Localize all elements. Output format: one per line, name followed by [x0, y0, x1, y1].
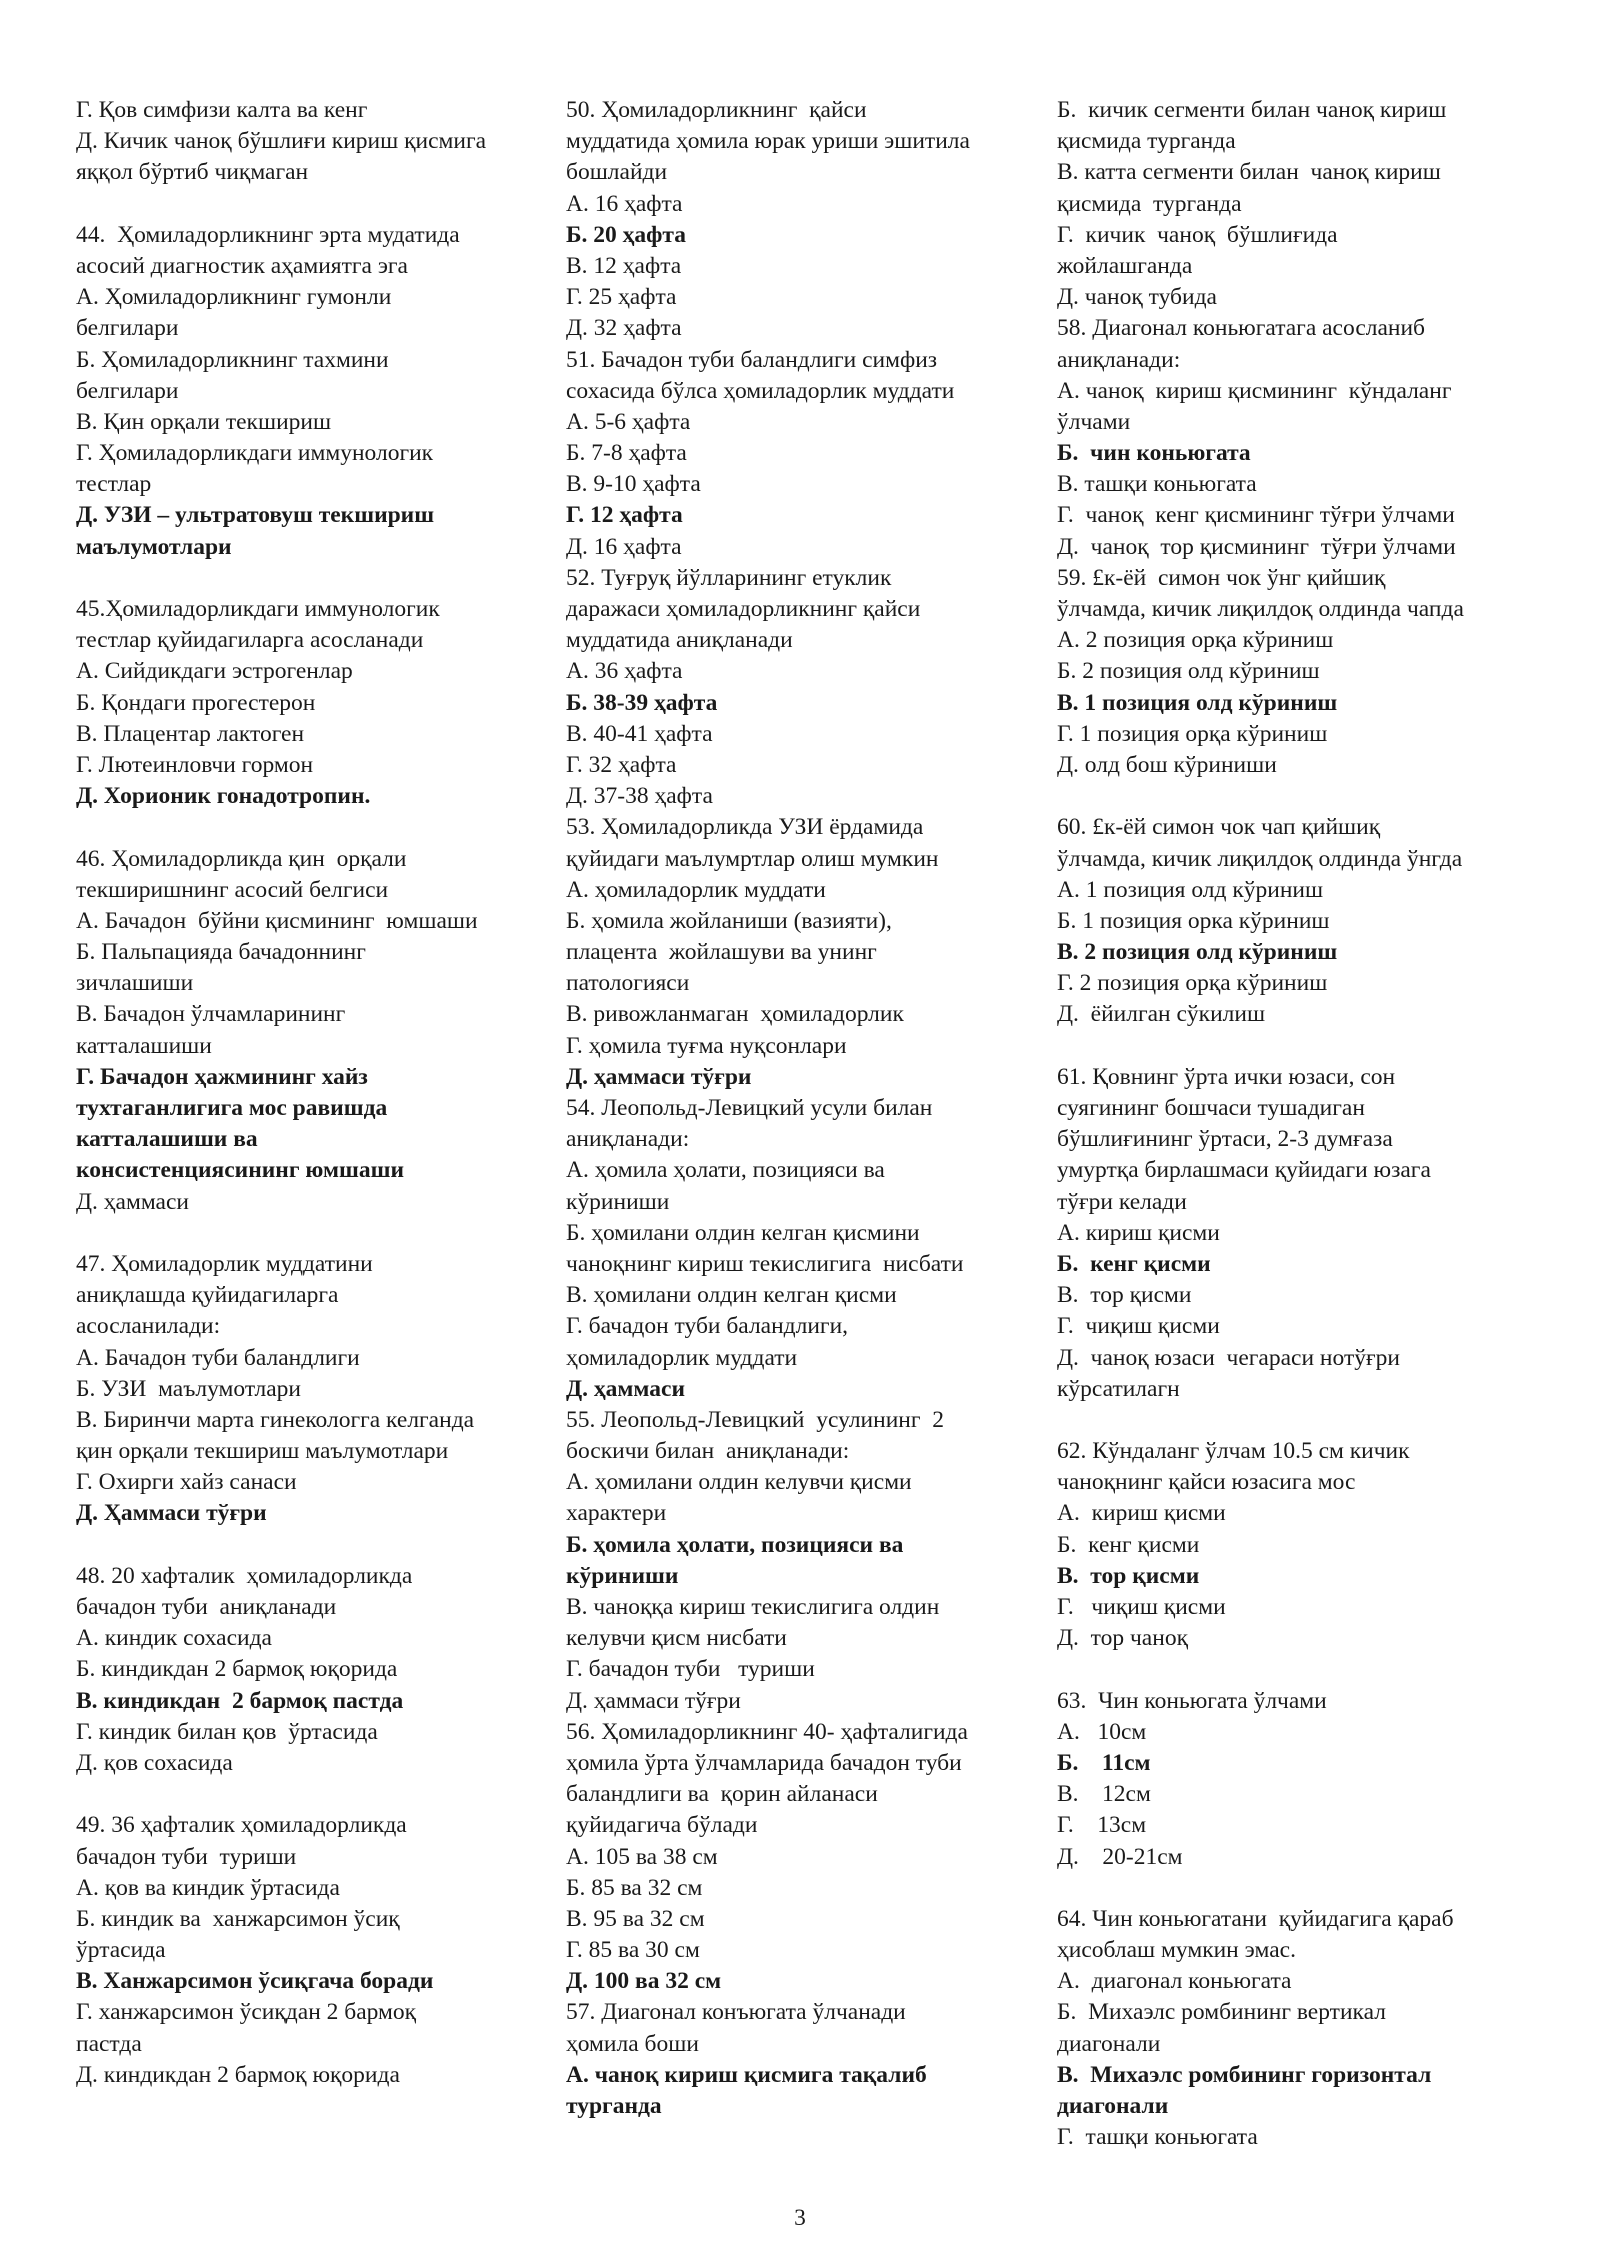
text-line: Д. ҳаммаси: [76, 1188, 189, 1215]
text-line: Б. киндикдан 2 бармоқ юқорида: [76, 1656, 398, 1683]
text-line: А. Бачадон туби баландлиги: [76, 1344, 360, 1371]
text-line: Г. чаноқ кенг қисмининг тўғри ўлчами: [1057, 502, 1455, 529]
text-line: Г. Қов симфизи калта ва кенг: [76, 97, 368, 123]
text-line: Г. 25 ҳафта: [566, 284, 677, 311]
blank-line: [76, 1218, 556, 1249]
text-line: қин орқали текшириш маълумотлари: [76, 1438, 449, 1465]
text-column-middle: [566, 95, 1046, 2122]
text-line: 64. Чин коньюгатани қуйидагига қараб: [1057, 1905, 1454, 1932]
text-line: характери: [566, 1500, 667, 1527]
blank-line: [1057, 1405, 1537, 1436]
text-line: Б. кичик сегменти билан чаноқ кириш: [1057, 97, 1447, 123]
text-line: Д. олд бош кўриниши: [1057, 751, 1277, 778]
text-line: Г. 2 позиция орқа кўриниш: [1057, 970, 1328, 997]
text-line: ўртасида: [76, 1937, 166, 1964]
text-line: ўлчамда, кичик лиқилдоқ олдинда чапда: [1057, 596, 1464, 622]
text-line: В. киндикдан 2 бармоқ пастда: [76, 1687, 404, 1714]
text-line: боскичи билан аниқланади:: [566, 1438, 850, 1465]
text-line: 46. Ҳомиладорликда қин орқали: [76, 845, 407, 872]
text-line: 53. Ҳомиладорликда УЗИ ёрдамида: [566, 814, 924, 841]
text-line: А. ҳомиладорлик муддати: [566, 876, 826, 903]
text-line: Г. ташқи коньюгата: [1057, 2124, 1258, 2151]
text-line: В. 2 позиция олд кўриниш: [1057, 939, 1338, 966]
text-line: Д. 100 ва 32 см: [566, 1968, 722, 1995]
text-line: қисмида турганда: [1057, 190, 1242, 217]
text-line: зичлашиши: [76, 970, 194, 997]
blank-line: [1057, 1654, 1537, 1685]
text-line: қуйидагича бўлади: [566, 1812, 758, 1839]
text-line: Б. УЗИ маълумотлари: [76, 1375, 302, 1402]
text-line: диагонали: [1057, 2030, 1161, 2057]
text-line: Д. ҳаммаси тўғри: [566, 1687, 741, 1714]
text-line: аниқланади:: [566, 1126, 690, 1153]
blank-line: [76, 812, 556, 843]
text-line: В. чаноққа кириш текислигига олдин: [566, 1594, 940, 1620]
text-line: Г. Лютеинловчи гормон: [76, 751, 314, 778]
blank-line: [76, 1530, 556, 1561]
text-line: бачадон туби туриши: [76, 1843, 297, 1870]
text-line: Д. чаноқ тубида: [1057, 284, 1217, 311]
text-line: умуртқа бирлашмаси қуйидаги юзага: [1057, 1157, 1431, 1184]
text-line: сохасида бўлса ҳомиладорлик муддати: [566, 377, 955, 404]
text-line: Г. чиқиш қисми: [1057, 1313, 1220, 1340]
text-line: бачадон туби аниқланади: [76, 1594, 337, 1620]
text-line: Б. 38-39 ҳафта: [566, 689, 718, 716]
text-line: келувчи қисм нисбати: [566, 1625, 787, 1652]
text-line: аниқланади:: [1057, 346, 1181, 373]
blank-line: [1057, 781, 1537, 812]
text-line: Д. қов сохасида: [76, 1749, 233, 1776]
text-line: Б. кенг қисми: [1057, 1250, 1211, 1277]
text-line: плацента жойлашуви ва унинг: [566, 939, 877, 966]
text-line: ҳомила ўрта ўлчамларида бачадон туби: [566, 1749, 962, 1776]
text-line: Б. 1 позиция орка кўриниш: [1057, 907, 1330, 934]
text-line: 48. 20 хафталик ҳомиладорликда: [76, 1562, 413, 1589]
text-line: 58. Диагонал коньюгатага асосланиб: [1057, 315, 1426, 342]
text-line: Д. киндикдан 2 бармоқ юқорида: [76, 2061, 400, 2088]
text-line: В. 95 ва 32 см: [566, 1905, 705, 1932]
text-line: Б. киндик ва ханжарсимон ўсиқ: [76, 1905, 400, 1932]
text-line: чаноқнинг кириш текислигига нисбати: [566, 1250, 964, 1277]
text-line: 54. Леопольд-Левицкий усули билан: [566, 1095, 933, 1121]
text-line: Д. ёйилган сўкилиш: [1057, 1001, 1266, 1028]
text-line: А. чаноқ кириш қисмининг кўндаланг: [1057, 377, 1452, 404]
text-line: В. Плацентар лактоген: [76, 720, 305, 747]
text-line: ҳомила боши: [566, 2030, 699, 2057]
text-line: жойлашганда: [1057, 252, 1193, 279]
text-line: Б. Михаэлс ромбининг вертикал: [1057, 1999, 1386, 2026]
text-line: консистенциясининг юмшаши: [76, 1157, 404, 1184]
text-line: В. 1 позиция олд кўриниш: [1057, 689, 1338, 716]
text-line: белгилари: [76, 315, 179, 342]
text-line: Б. Пальпацияда бачадоннинг: [76, 939, 366, 966]
text-line: А. ҳомилани олдин келувчи қисми: [566, 1469, 912, 1496]
text-line: қуйидаги маълумртлар олиш мумкин: [566, 845, 939, 872]
text-line: Г. кичик чаноқ бўшлиғида: [1057, 221, 1338, 248]
text-line: даражаси ҳомиладорликнинг қайси: [566, 596, 921, 622]
text-line: муддатида ҳомила юрак уриши эшитила: [566, 128, 970, 155]
text-line: Б. ҳомила ҳолати, позицияси ва: [566, 1531, 904, 1558]
text-line: 57. Диагонал конъюгата ўлчанади: [566, 1999, 906, 2026]
text-line: Д. ҳаммаси тўғри: [566, 1063, 752, 1090]
text-line: 61. Қовнинг ўрта ички юзаси, сон: [1057, 1063, 1396, 1090]
text-line: бошлайди: [566, 159, 668, 186]
text-line: 49. 36 ҳафталик ҳомиладорликда: [76, 1812, 407, 1839]
text-line: муддатида аниқланади: [566, 627, 793, 654]
text-column-right: [1057, 95, 1537, 2153]
text-line: Д. Ҳаммаси тўғри: [76, 1500, 267, 1527]
text-line: 47. Ҳомиладорлик муддатини: [76, 1250, 373, 1277]
text-line: Б. 11см: [1057, 1749, 1151, 1776]
text-line: А. 36 ҳафта: [566, 658, 683, 685]
text-line: катталашиши: [76, 1032, 212, 1059]
text-line: В. катта сегменти билан чаноқ кириш: [1057, 159, 1441, 186]
text-line: Д. УЗИ – ультратовуш текшириш: [76, 502, 435, 529]
text-line: Г. Бачадон ҳажмининг хайз: [76, 1063, 368, 1090]
text-line: А. 2 позиция орқа кўриниш: [1057, 627, 1334, 654]
text-line: кўриниши: [566, 1562, 679, 1589]
text-line: Б. Қондаги прогестерон: [76, 689, 316, 716]
text-line: бўшлиғининг ўртаси, 2-3 думғаза: [1057, 1126, 1393, 1153]
text-line: А. кириш қисми: [1057, 1500, 1226, 1527]
text-line: патологияси: [566, 970, 690, 997]
text-line: Д. 37-38 ҳафта: [566, 783, 713, 810]
text-line: А. Сийдикдаги эстрогенлар: [76, 658, 353, 685]
text-line: ҳомиладорлик муддати: [566, 1344, 798, 1371]
text-line: А. кириш қисми: [1057, 1219, 1220, 1246]
text-line: Б. ҳомила жойланиши (вазияти),: [566, 907, 892, 934]
text-line: тестлар қуйидагиларга асосланади: [76, 627, 424, 654]
text-line: тестлар: [76, 471, 152, 498]
text-line: А. қов ва киндик ўртасида: [76, 1874, 340, 1901]
blank-line: [76, 563, 556, 594]
text-line: 55. Леопольд-Левицкий усулининг 2: [566, 1406, 944, 1433]
text-line: В. ҳомилани олдин келган қисми: [566, 1282, 897, 1309]
text-line: текширишнинг асосий белгиси: [76, 876, 389, 903]
text-line: В. 9-10 ҳафта: [566, 471, 701, 498]
text-line: чаноқнинг қайси юзасига мос: [1057, 1469, 1356, 1496]
text-line: катталашиши ва: [76, 1126, 258, 1153]
text-line: Г. киндик билан қов ўртасида: [76, 1718, 378, 1745]
text-line: А. диагонал коньюгата: [1057, 1968, 1292, 1995]
text-line: пастда: [76, 2030, 142, 2057]
blank-line: [1057, 1873, 1537, 1904]
text-line: В. 40-41 ҳафта: [566, 720, 713, 747]
text-line: 62. Кўндаланг ўлчам 10.5 см кичик: [1057, 1438, 1410, 1465]
text-line: қисмида турганда: [1057, 128, 1236, 155]
text-line: В. 12 ҳафта: [566, 252, 682, 279]
text-line: кўриниши: [566, 1188, 670, 1215]
text-line: Г. чиқиш қисми: [1057, 1594, 1226, 1620]
text-line: А. 5-6 ҳафта: [566, 408, 691, 435]
text-line: В. Бачадон ўлчамларининг: [76, 1001, 346, 1028]
text-line: ўлчами: [1057, 408, 1131, 435]
text-line: 50. Ҳомиладорликнинг қайси: [566, 97, 867, 123]
text-line: А. 10см: [1057, 1718, 1147, 1745]
text-line: Г. Ҳомиладорликдаги иммунологик: [76, 440, 434, 467]
text-line: Б. чин коньюгата: [1057, 440, 1251, 467]
text-line: А. 1 позиция олд кўриниш: [1057, 876, 1324, 903]
text-line: А. Бачадон бўйни қисмининг юмшаши: [76, 907, 478, 934]
text-line: маълумотлари: [76, 533, 232, 560]
text-line: В. тор қисми: [1057, 1282, 1192, 1309]
text-line: ҳисоблаш мумкин эмас.: [1057, 1937, 1296, 1964]
text-line: Д. чаноқ тор қисмининг тўғри ўлчами: [1057, 533, 1456, 560]
text-line: 56. Ҳомиладорликнинг 40- ҳафталигида: [566, 1718, 968, 1745]
text-line: 60. £к-ёй симон чок чап қийшиқ: [1057, 814, 1381, 841]
text-line: В. ривожланмаган ҳомиладорлик: [566, 1001, 904, 1028]
text-line: А. Ҳомиладорликнинг гумонли: [76, 284, 392, 311]
text-line: 44. Ҳомиладорликнинг эрта мудатида: [76, 221, 460, 248]
text-line: В. Қин орқали текшириш: [76, 408, 332, 435]
text-line: тўғри келади: [1057, 1188, 1187, 1215]
text-line: Д. тор чаноқ: [1057, 1625, 1188, 1652]
text-line: Г. Охирги хайз санаси: [76, 1469, 297, 1496]
text-line: Г. 12 ҳафта: [566, 502, 683, 529]
text-line: Г. 85 ва 30 см: [566, 1937, 700, 1964]
text-line: В. ташқи коньюгата: [1057, 471, 1257, 498]
text-line: Д. ҳаммаси: [566, 1375, 685, 1402]
text-line: 63. Чин коньюгата ўлчами: [1057, 1687, 1327, 1714]
text-line: А. 16 ҳафта: [566, 190, 683, 217]
text-line: яққол бўртиб чиқмаган: [76, 159, 309, 186]
text-line: В. Ханжарсимон ўсиқгача боради: [76, 1968, 434, 1995]
text-line: А. ҳомила ҳолати, позицияси ва: [566, 1157, 885, 1184]
text-line: 52. Туғруқ йўлларининг етуклик: [566, 564, 892, 591]
text-line: Б. кенг қисми: [1057, 1531, 1200, 1558]
text-line: Д. чаноқ юзаси чегараси нотўғри: [1057, 1344, 1400, 1371]
text-line: Б. Ҳомиладорликнинг тахмини: [76, 346, 389, 373]
text-line: белгилари: [76, 377, 179, 404]
page-number: 3: [794, 2205, 806, 2231]
text-line: 45.Ҳомиладорликдаги иммунологик: [76, 596, 440, 622]
text-line: Б. 20 ҳафта: [566, 221, 687, 248]
text-line: 51. Бачадон туби баландлиги симфиз: [566, 346, 938, 373]
blank-line: [76, 189, 556, 220]
text-line: А. чаноқ кириш қисмига тақалиб: [566, 2061, 927, 2088]
blank-line: [76, 1779, 556, 1810]
text-line: Г. 32 ҳафта: [566, 751, 677, 778]
text-line: В. тор қисми: [1057, 1562, 1200, 1589]
text-line: кўрсатилагн: [1057, 1375, 1180, 1402]
text-line: Г. 13см: [1057, 1812, 1147, 1839]
text-line: Д. 32 ҳафта: [566, 315, 682, 342]
text-line: баландлиги ва қорин айланаси: [566, 1781, 878, 1808]
text-line: Г. ҳомила туғма нуқсонлари: [566, 1032, 847, 1059]
text-line: В. Михаэлс ромбининг горизонтал: [1057, 2061, 1432, 2088]
blank-line: [1057, 1031, 1537, 1062]
text-line: А. киндик сохасида: [76, 1625, 272, 1652]
text-line: Б. 7-8 ҳафта: [566, 440, 687, 467]
text-line: асосий диагностик аҳамиятга эга: [76, 252, 408, 279]
text-line: аниқлашда қуйидагиларга: [76, 1282, 339, 1309]
text-line: Б. ҳомилани олдин келган қисмини: [566, 1219, 920, 1246]
text-line: В. Биринчи марта гинекологга келганда: [76, 1406, 475, 1433]
text-line: Б. 2 позиция олд кўриниш: [1057, 658, 1320, 685]
text-line: суягининг бошчаси тушадиган: [1057, 1095, 1365, 1121]
text-line: Г. ханжарсимон ўсиқдан 2 бармоқ: [76, 1999, 417, 2026]
text-column-left: [76, 95, 556, 2091]
text-line: А. 105 ва 38 см: [566, 1843, 718, 1870]
text-line: диагонали: [1057, 2093, 1169, 2119]
text-line: Д. Хорионик гонадотропин.: [76, 783, 371, 810]
text-line: Г. 1 позиция орқа кўриниш: [1057, 720, 1328, 747]
text-line: ўлчамда, кичик лиқилдоқ олдинда ўнгда: [1057, 845, 1463, 872]
text-line: Д. 16 ҳафта: [566, 533, 682, 560]
text-line: Б. 85 ва 32 см: [566, 1874, 703, 1901]
text-line: тухтаганлигига мос равишда: [76, 1095, 388, 1121]
text-line: асосланилади:: [76, 1313, 221, 1340]
text-line: Г. бачадон туби баландлиги,: [566, 1313, 849, 1340]
text-line: Г. бачадон туби туриши: [566, 1656, 815, 1683]
text-line: Д. 20-21см: [1057, 1843, 1183, 1870]
text-line: турганда: [566, 2093, 662, 2119]
text-line: 59. £к-ёй симон чок ўнг қийшиқ: [1057, 564, 1386, 591]
text-line: В. 12см: [1057, 1781, 1151, 1808]
text-line: Д. Кичик чаноқ бўшлиғи кириш қисмига: [76, 128, 487, 155]
